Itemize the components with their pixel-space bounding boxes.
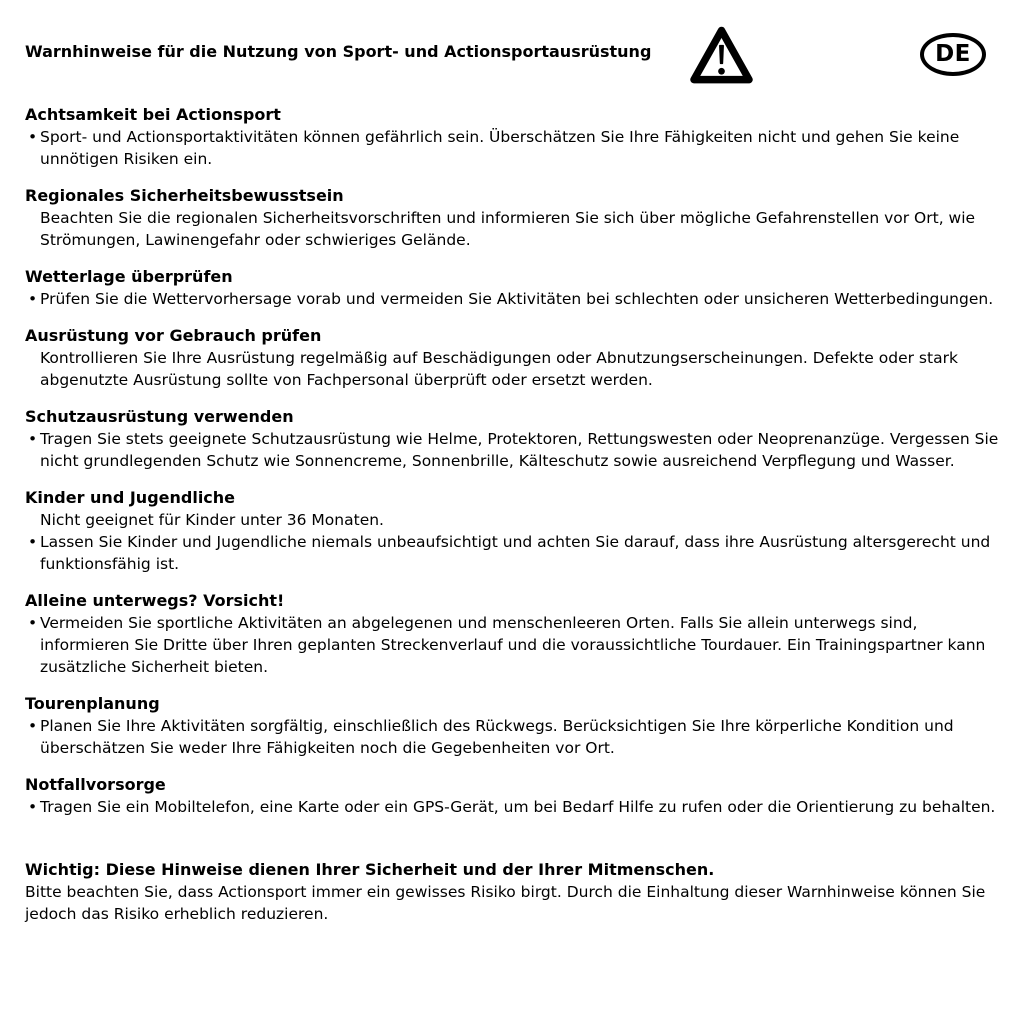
bullet-marker: • [28, 717, 38, 735]
important-note-text: Bitte beachten Sie, dass Actionsport immer ein gewisses Risiko birgt. Durch die Einhaltung dieser Warnhinweise können Sie jedoch das Risiko erheblich reduzieren. [25, 883, 986, 923]
language-badge-label: DE [935, 41, 971, 67]
list-item [25, 612, 1002, 678]
bullet-marker: • [28, 290, 38, 308]
item-text: Vermeiden Sie sportliche Aktivitäten an abgelegenen und menschenleeren Orten. Falls Sie allein unterwegs sind, informieren Sie Dritte über Ihren geplanten Streckenverlauf und die voraussichtliche Tourdauer. Ein Trainingspartner kann zusätzliche Sicherheit bieten. [40, 614, 986, 676]
page-title: Warnhinweise für die Nutzung von Sport- und Actionsportausrüstung [25, 42, 652, 61]
list-item [25, 531, 1002, 575]
important-note [25, 859, 1002, 925]
section-heading: Achtsamkeit bei Actionsport [25, 105, 281, 124]
item-text: Kontrollieren Sie Ihre Ausrüstung regelmäßig auf Beschädigungen oder Abnutzungserscheinungen. Defekte oder stark abgenutzte Ausrüstung sollte von Fachpersonal überprüft oder ersetzt werden. [40, 349, 958, 389]
warning-sections [25, 104, 1002, 925]
item-text: Tragen Sie ein Mobiltelefon, eine Karte oder ein GPS-Gerät, um bei Bedarf Hilfe zu rufen oder die Orientierung zu behalten. [40, 798, 996, 816]
section-heading: Schutzausrüstung verwenden [25, 407, 294, 426]
section-notfallvorsorge [25, 774, 1002, 818]
bullet-marker: • [28, 128, 38, 146]
section-tourenplanung [25, 693, 1002, 759]
section-wetterlage-ueberpruefen [25, 266, 1002, 310]
section-heading: Tourenplanung [25, 694, 160, 713]
bullet-marker: • [28, 614, 38, 632]
list-item [25, 715, 1002, 759]
section-achtsamkeit-bei-actionsport [25, 104, 1002, 170]
section-heading: Alleine unterwegs? Vorsicht! [25, 591, 285, 610]
warning-triangle-icon [690, 25, 753, 87]
section-schutzausruestung-verwenden [25, 406, 1002, 472]
item-text: Beachten Sie die regionalen Sicherheitsvorschriften und informieren Sie sich über mögliche Gefahrenstellen vor Ort, wie Strömungen, Lawinengefahr oder schwieriges Gelände. [40, 209, 976, 249]
list-item [25, 509, 1002, 531]
list-item [25, 288, 1002, 310]
section-kinder-und-jugendliche [25, 487, 1002, 575]
section-heading: Kinder und Jugendliche [25, 488, 236, 507]
item-text: Lassen Sie Kinder und Jugendliche niemals unbeaufsichtigt und achten Sie darauf, dass ihre Ausrüstung altersgerecht und funktionsfähig ist. [40, 533, 991, 573]
section-regionales-sicherheitsbewusstsein [25, 185, 1002, 251]
list-item [25, 347, 1002, 391]
item-text: Sport- und Actionsportaktivitäten können gefährlich sein. Überschätzen Sie Ihre Fähigkeiten nicht und gehen Sie keine unnötigen Risiken ein. [40, 128, 960, 168]
bullet-marker: • [28, 798, 38, 816]
item-text: Tragen Sie stets geeignete Schutzausrüstung wie Helme, Protektoren, Rettungswesten oder Neoprenanzüge. Vergessen Sie nicht grundlegenden Schutz wie Sonnencreme, Sonnenbrille, Kälteschutz sowie ausreichend Verpflegung und Wasser. [40, 430, 999, 470]
item-text: Planen Sie Ihre Aktivitäten sorgfältig, einschließlich des Rückwegs. Berücksichtigen Sie Ihre körperliche Kondition und überschätzen Sie weder Ihre Fähigkeiten noch die Gegebenheiten vor Ort. [40, 717, 954, 757]
document-header [25, 41, 1002, 67]
bullet-marker: • [28, 533, 38, 551]
important-note-heading: Wichtig: Diese Hinweise dienen Ihrer Sicherheit und der Ihrer Mitmenschen. [25, 860, 715, 879]
item-text: Prüfen Sie die Wettervorhersage vorab und vermeiden Sie Aktivitäten bei schlechten oder unsicheren Wetterbedingungen. [40, 290, 994, 308]
section-heading: Wetterlage überprüfen [25, 267, 233, 286]
section-ausruestung-vor-gebrauch-pruefen [25, 325, 1002, 391]
list-item [25, 428, 1002, 472]
list-item [25, 796, 1002, 818]
section-heading: Notfallvorsorge [25, 775, 166, 794]
section-heading: Regionales Sicherheitsbewusstsein [25, 186, 344, 205]
bullet-marker: • [28, 430, 38, 448]
item-text: Nicht geeignet für Kinder unter 36 Monaten. [40, 511, 384, 529]
language-badge [920, 33, 986, 76]
list-item [25, 126, 1002, 170]
list-item [25, 207, 1002, 251]
section-alleine-unterwegs-vorsicht [25, 590, 1002, 678]
section-heading: Ausrüstung vor Gebrauch prüfen [25, 326, 322, 345]
